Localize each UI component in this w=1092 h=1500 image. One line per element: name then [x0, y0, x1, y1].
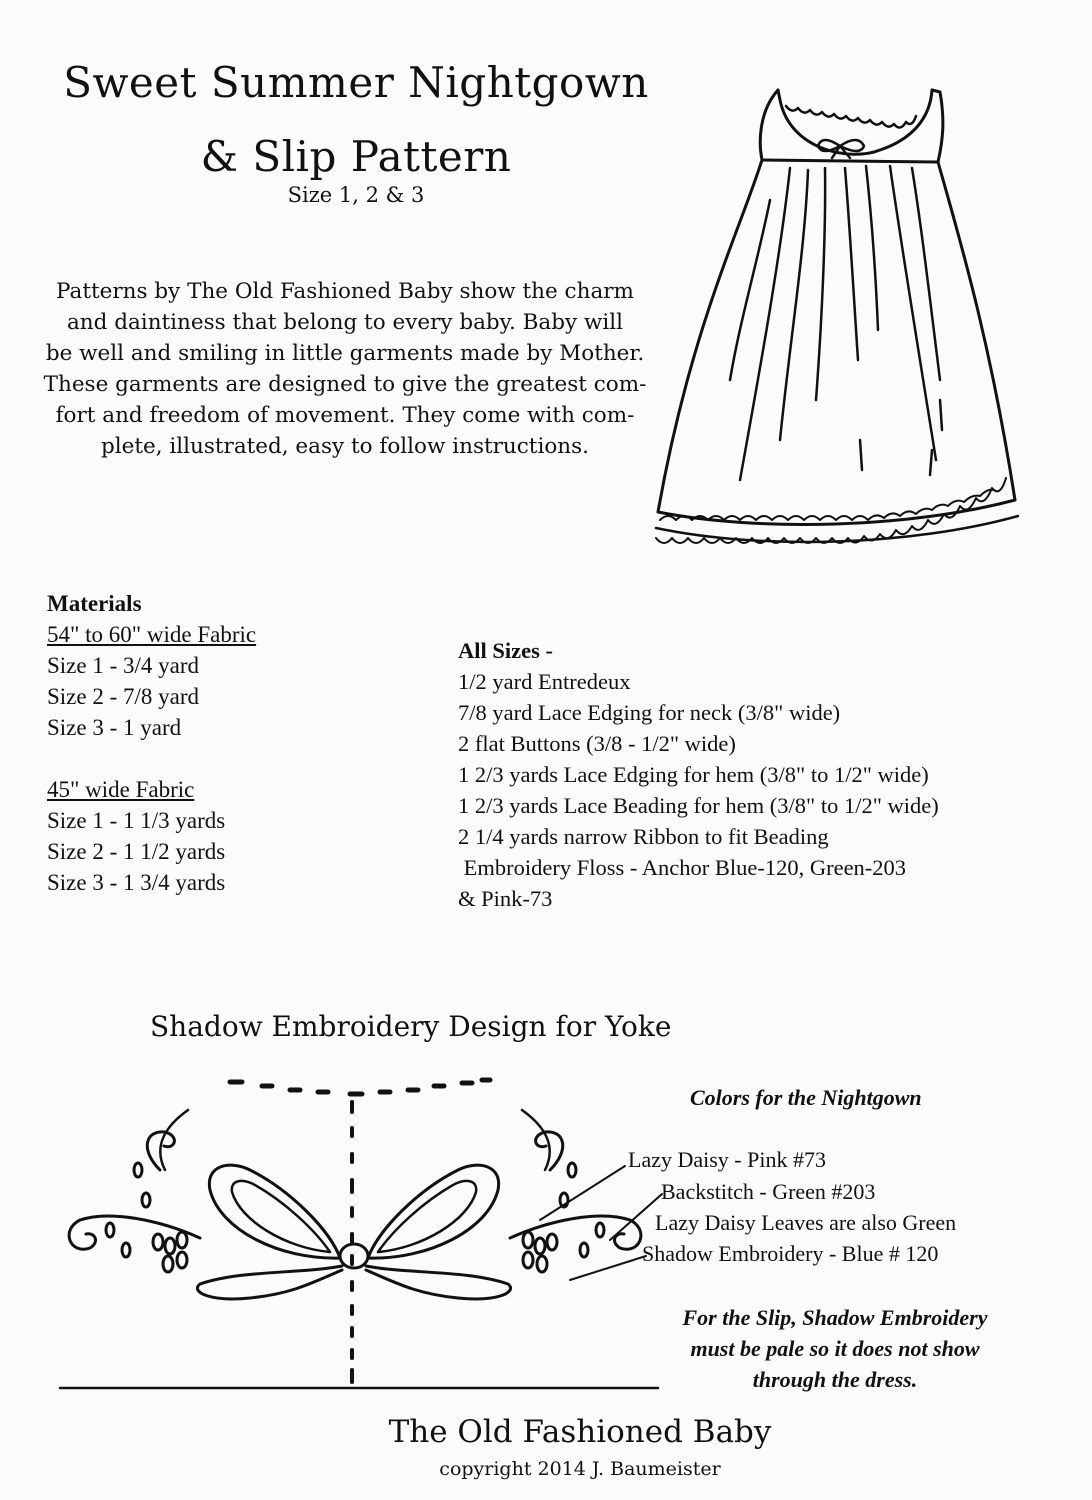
fabric-45-item: Size 3 - 1 3/4 yards [47, 870, 226, 895]
page-title-line2: & Slip Pattern [200, 132, 512, 181]
intro-line: plete, illustrated, easy to follow instructions. [101, 434, 589, 459]
fabric-wide-heading: 54" to 60" wide Fabric [47, 622, 257, 647]
size-range: Size 1, 2 & 3 [287, 183, 425, 207]
intro-line: fort and freedom of movement. They come with com- [55, 403, 635, 428]
materials-heading: Materials [47, 591, 142, 616]
footer-copyright: copyright 2014 J. Baumeister [439, 1458, 721, 1480]
all-sizes-heading: All Sizes - [458, 638, 553, 663]
slip-note-line: through the dress. [752, 1367, 918, 1392]
fabric-wide-item: Size 3 - 1 yard [47, 715, 182, 740]
fabric-wide-item: Size 2 - 7/8 yard [47, 684, 200, 709]
slip-note-line: For the Slip, Shadow Embroidery [682, 1305, 988, 1330]
color-item: Backstitch - Green #203 [661, 1179, 876, 1204]
all-sizes-column [458, 635, 939, 914]
all-sizes-item: & Pink-73 [458, 886, 553, 911]
fabric-wide-item: Size 1 - 3/4 yard [47, 653, 200, 678]
color-item: Shadow Embroidery - Blue # 120 [642, 1241, 939, 1266]
footer-brand: The Old Fashioned Baby [388, 1414, 772, 1450]
fabric-45-heading: 45" wide Fabric [47, 777, 195, 802]
slip-note [640, 1302, 1030, 1395]
all-sizes-item: 1/2 yard Entredeux [458, 669, 631, 694]
slip-note-line: must be pale so it does not show [690, 1336, 980, 1361]
intro-line: be well and smiling in little garments made by Mother. [45, 341, 645, 366]
color-item: Lazy Daisy Leaves are also Green [655, 1210, 957, 1235]
all-sizes-item: Embroidery Floss - Anchor Blue-120, Green-203 [458, 855, 907, 880]
all-sizes-item: 1 2/3 yards Lace Beading for hem (3/8" to 1/2" wide) [458, 793, 939, 818]
embroidery-section-title: Shadow Embroidery Design for Yoke [150, 1010, 672, 1043]
embroidery-design-drawing [50, 1070, 670, 1400]
page-title-line1: Sweet Summer Nightgown [63, 58, 649, 107]
all-sizes-item: 2 flat Buttons (3/8 - 1/2" wide) [458, 731, 736, 756]
all-sizes-item: 2 1/4 yards narrow Ribbon to fit Beading [458, 824, 829, 849]
intro-line: Patterns by The Old Fashioned Baby show the charm [56, 279, 634, 304]
intro-line: These garments are designed to give the greatest com- [43, 372, 647, 397]
color-item: Lazy Daisy - Pink #73 [628, 1147, 826, 1172]
colors-heading: Colors for the Nightgown [690, 1085, 922, 1110]
fabric-45-item: Size 1 - 1 1/3 yards [47, 808, 226, 833]
intro-line: and daintiness that belong to every baby. Baby will [66, 310, 624, 335]
fabric-45-item: Size 2 - 1 1/2 yards [47, 839, 226, 864]
all-sizes-item: 1 2/3 yards Lace Edging for hem (3/8" to 1/2" wide) [458, 762, 929, 787]
all-sizes-item: 7/8 yard Lace Edging for neck (3/8" wide) [458, 700, 841, 725]
materials-left-column [47, 588, 256, 898]
intro-paragraph [30, 276, 660, 462]
nightgown-illustration [640, 80, 1040, 560]
